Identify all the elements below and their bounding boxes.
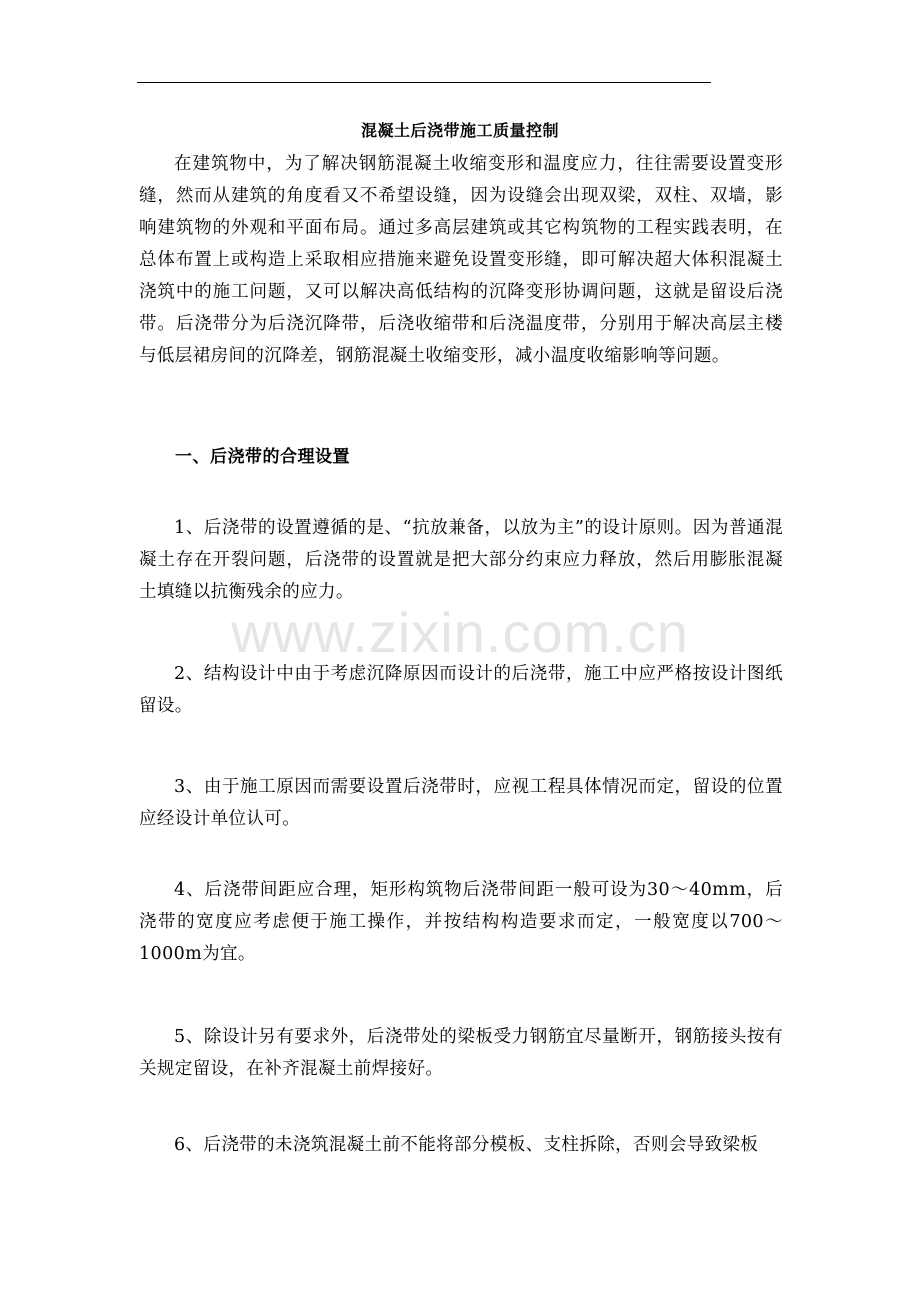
- list-item: 1、后浇带的设置遵循的是、“抗放兼备，以放为主”的设计原则。因为普通混凝土存在开裂问题，后浇带的设置就是把大部分约束应力释放，然后用膨胀混凝土填缝以抗衡残余的应力。: [139, 518, 783, 602]
- list-item: 2、结构设计中由于考虑沉降原因而设计的后浇带，施工中应严格按设计图纸留设。: [139, 664, 783, 716]
- document-title: 混凝土后浇带施工质量控制: [360, 121, 559, 140]
- list-item: 3、由于施工原因而需要设置后浇带时，应视工程具体情况而定，留设的位置应经设计单位认可。: [139, 777, 783, 829]
- list-item: 5、除设计另有要求外，后浇带处的梁板受力钢筋宜尽量断开，钢筋接头按有关规定留设，在补齐混凝土前焊接好。: [139, 1027, 783, 1079]
- list-item: 6、后浇带的未浇筑混凝土前不能将部分模板、支柱拆除，否则会导致梁板: [174, 1135, 759, 1155]
- section-heading: 一、后浇带的合理设置: [175, 447, 350, 467]
- watermark: www.zixin.com.cn: [231, 601, 689, 664]
- list-item: 4、后浇带间距应合理，矩形构筑物后浇带间距一般可设为30～40mm，后浇带的宽度应考虑便于施工操作，并按结构构造要求而定，一般宽度以700～1000m为宜。: [139, 880, 783, 964]
- intro-paragraph: 在建筑物中，为了解决钢筋混凝土收缩变形和温度应力，往往需要设置变形缝，然而从建筑的角度看又不希望设缝，因为设缝会出现双梁，双柱、双墙，影响建筑物的外观和平面布局。通过多高层建筑或其它构筑物的工程实践表明，在总体布置上或构造上采取相应措施来避免设置变形缝，即可解决超大体积混凝土浇筑中的施工问题，又可以解决高低结构的沉降变形协调问题，这就是留设后浇带。后浇带分为后浇沉降带，后浇收缩带和后浇温度带，分别用于解决高层主楼与低层裙房间的沉降差，钢筋混凝土收缩变形，减小温度收缩影响等问题。: [139, 154, 783, 366]
- header-rule: [137, 82, 711, 83]
